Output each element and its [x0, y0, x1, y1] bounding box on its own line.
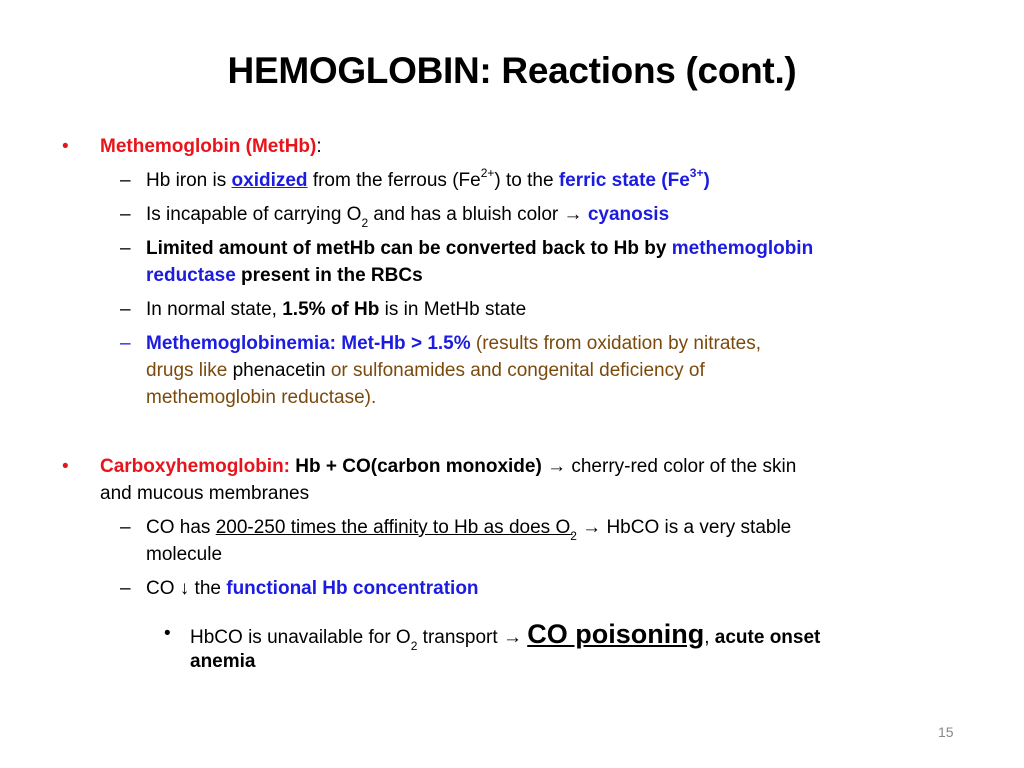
page-number: 15: [938, 724, 954, 740]
text-run: CO ↓ the: [146, 578, 227, 599]
text-run: present in the RBCs: [235, 265, 423, 286]
dash-methb-5: –: [120, 333, 131, 354]
carboxy-subpoint-line-2: anemia: [190, 651, 256, 672]
methb-heading: [100, 133, 322, 161]
superscript: 3+: [689, 165, 704, 180]
methb-point-4: [146, 296, 526, 324]
text-run: ferric state (Fe: [558, 170, 690, 191]
superscript: 2+: [480, 165, 495, 180]
text-run: drugs like: [146, 360, 233, 381]
text-run: HbCO is unavailable for O: [190, 627, 411, 648]
phenacetin-term: phenacetin: [232, 360, 326, 381]
carboxy-subpoint-line-1: [190, 620, 820, 652]
methb-point-3-line-1: [146, 235, 813, 263]
subscript: 2: [570, 528, 577, 543]
text-run: Limited amount of metHb can be converted back to Hb by: [146, 238, 672, 259]
text-run: → cherry-red color of the skin: [541, 456, 797, 477]
text-run: 200-250 times the affinity to Hb as does O: [215, 517, 571, 538]
oxidized-term: oxidized: [231, 170, 308, 191]
text-run: Is incapable of carrying O: [146, 204, 362, 225]
dash-carboxy-2: –: [120, 578, 131, 599]
methb-point-1: [146, 167, 710, 195]
methb-point-3-line-2: [146, 262, 423, 290]
methb-colon: :: [316, 136, 322, 157]
methemoglobinemia-term: Methemoglobinemia: Met-Hb > 1.5%: [146, 333, 471, 354]
text-run: is in MetHb state: [379, 299, 527, 320]
carboxy-point-1-line-1: [146, 514, 791, 542]
text-run: ) to the: [494, 170, 559, 191]
carboxy-point-1-line-2: molecule: [146, 544, 223, 565]
normal-percent: 1.5% of Hb: [282, 299, 380, 320]
subscript: 2: [361, 215, 369, 230]
text-run: from the ferrous (Fe: [307, 170, 481, 191]
functional-hb-term: functional Hb concentration: [226, 578, 479, 599]
carboxy-title: Carboxyhemoglobin:: [100, 456, 291, 477]
text-run: Hb iron is: [146, 170, 232, 191]
text-run: or sulfonamides and congenital deficiency of: [325, 360, 705, 381]
carboxy-heading-line-2: and mucous membranes: [100, 483, 310, 504]
text-run: (results from oxidation by nitrates,: [470, 333, 762, 354]
text-run: ,: [704, 627, 715, 648]
text-run: In normal state,: [146, 299, 283, 320]
bullet-carboxy-sub: •: [164, 623, 171, 644]
bullet-methb: •: [62, 136, 69, 157]
dash-methb-1: –: [120, 170, 131, 191]
bullet-carboxy: •: [62, 456, 69, 477]
dash-methb-4: –: [120, 299, 131, 320]
text-run: acute onset: [714, 627, 821, 648]
cyanosis-term: cyanosis: [587, 204, 670, 225]
methb-point-5-line-3: methemoglobin reductase).: [146, 387, 377, 408]
dash-methb-2: –: [120, 204, 131, 225]
text-run: Hb + CO(carbon monoxide): [290, 456, 542, 477]
dash-carboxy-1: –: [120, 517, 131, 538]
slide-title: HEMOGLOBIN: Reactions (cont.): [227, 50, 797, 91]
reductase-term: reductase: [146, 265, 236, 286]
text-run: and has a bluish color →: [368, 204, 588, 225]
text-run: → HbCO is a very stable: [576, 517, 792, 538]
carboxy-point-2: [146, 575, 479, 603]
affinity-phrase: [215, 517, 577, 543]
text-run: CO has: [146, 517, 216, 538]
text-run: transport →: [417, 627, 528, 648]
methb-point-5-line-2: [146, 357, 705, 385]
dash-methb-3: –: [120, 238, 131, 259]
text-run: ): [703, 170, 710, 191]
ferric-state-term: [558, 165, 710, 191]
methb-point-5-line-1: [146, 330, 761, 358]
methemoglobin-term: methemoglobin: [671, 238, 814, 259]
methb-title: Methemoglobin (MetHb): [100, 136, 317, 157]
co-poisoning-term: CO poisoning: [527, 619, 705, 649]
carboxy-heading-line-1: [100, 453, 796, 481]
subscript: 2: [410, 638, 418, 653]
methb-point-2: [146, 201, 669, 229]
